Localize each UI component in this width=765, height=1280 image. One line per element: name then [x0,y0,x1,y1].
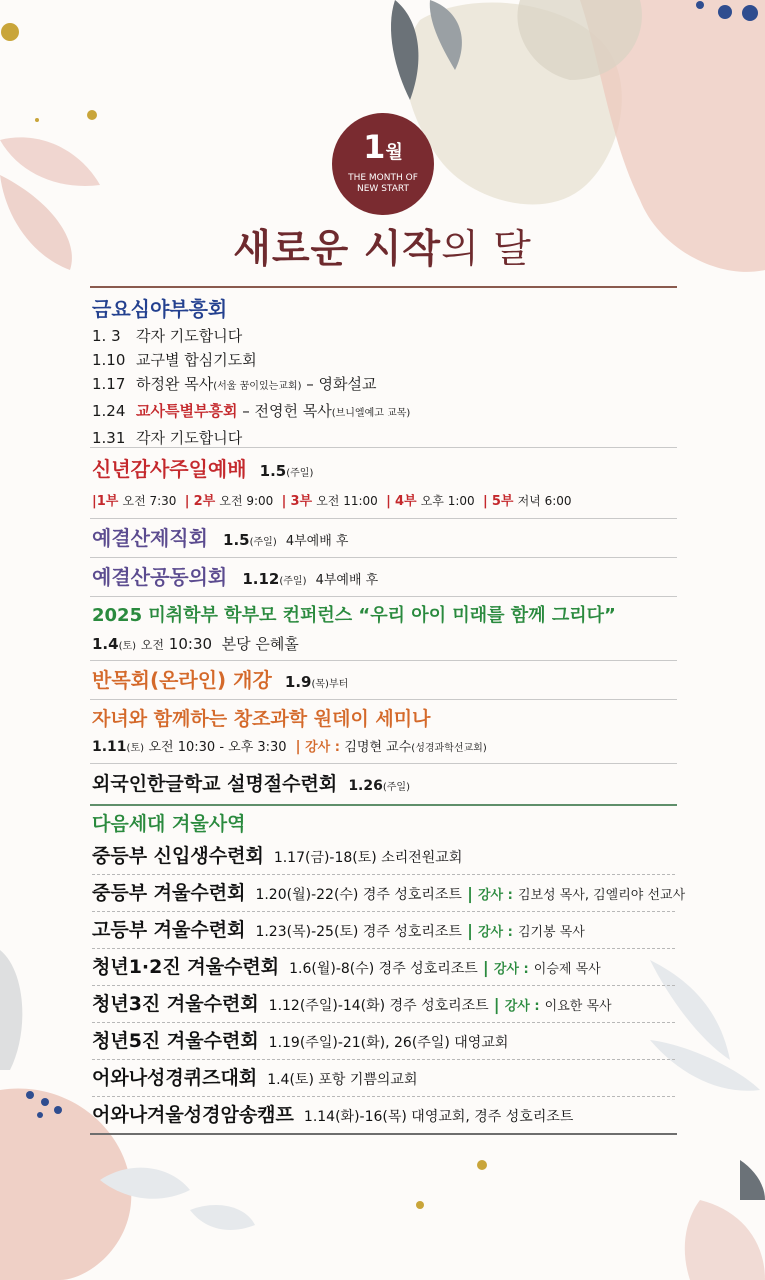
nextgen-item: 청년5진 겨울수련회 1.19(주일)-21(화), 26(주일) 대영교회 [92,1023,675,1060]
badge-line1: THE MONTH OF [348,173,418,183]
banmok-section: 반목회(온라인) 개강 1.9(목)부터 [90,661,677,700]
nextgen-item: 어와나성경퀴즈대회 1.4(토) 포항 기쁨의교회 [92,1060,675,1097]
friday-item-2: 1.10 교구별 합심기도회 [92,351,257,369]
badge-line2: NEW START [357,184,409,194]
nextgen-item: 중등부 신입생수련회 1.17(금)-18(토) 소리전원교회 [92,838,675,875]
month-number: 1 [363,128,386,166]
newyear-heading: 신년감사주일예배 [92,457,247,481]
month-suffix: 월 [385,142,403,163]
nextgen-heading: 다음세대 겨울사역 [92,813,246,835]
nextgen-item: 청년3진 겨울수련회 1.12(주일)-14(화) 경주 성호리조트 | 강사 : 이요한 목사 [92,986,675,1023]
friday-item-3: 1.17 하정완 목사(서울 꿈이있는교회) – 영화설교 [92,375,377,393]
budget-joint-section: 예결산공동의회 1.12(주일) 4부예배 후 [90,558,677,597]
nextgen-list [92,838,686,1133]
conference-section: 2025 미취학부 학부모 컨퍼런스 “우리 아이 미래를 함께 그리다” 1.4(토) 오전 10:30 본당 은혜홀 [90,597,677,661]
schedule-content [90,286,686,1135]
newyear-service-section: 신년감사주일예배 1.5(주일) |1부 오전 7:30 | 2부 오전 9:00 | 3부 오전 11:00 | 4부 오후 1:00 | 5부 저녁 6:00 [90,448,677,519]
newyear-services: |1부 오전 7:30 | 2부 오전 9:00 | 3부 오전 11:00 | 4부 오후 1:00 | 5부 저녁 6:00 [92,494,572,509]
nextgen-item: 중등부 겨울수련회 1.20(월)-22(수) 경주 성호리조트 | 강사 : 김보성 목사, 김엘리야 선교사 [92,875,675,912]
banmok-heading: 반목회(온라인) 개강 [92,668,272,692]
foreign-school-section: 외국인한글학교 설명절수련회 1.26(주일) [90,764,677,806]
title-tail: 의 달 [441,227,532,272]
nextgen-item: 어와나겨울성경암송캠프 1.14(화)-16(목) 대영교회, 경주 성호리조트 [92,1104,574,1126]
budget-staff-heading: 예결산제직회 [92,526,208,550]
nextgen-item: 고등부 겨울수련회 1.23(목)-25(토) 경주 성호리조트 | 강사 : 김기봉 목사 [92,912,675,949]
title-main: 새로운 시작 [233,227,442,272]
friday-revival-section [90,288,677,448]
conference-heading: 2025 미취학부 학부모 컨퍼런스 “우리 아이 미래를 함께 그리다” [92,605,616,626]
newyear-date: 1.5 [259,462,287,480]
foreign-school-heading: 외국인한글학교 설명절수련회 [92,773,338,795]
friday-item-4: 1.24 교사특별부흥회 – 전영헌 목사(브니엘예고 교목) [92,402,411,420]
nextgen-item: 청년1·2진 겨울수련회 1.6(월)-8(수) 경주 성호리조트 | 강사 : 이승제 목사 [92,949,675,986]
seminar-section: 자녀와 함께하는 창조과학 원데이 세미나 1.11(토) 오전 10:30 - 오후 3:30 | 강사 : 김명현 교수(성경과학선교회) [90,700,677,764]
nextgen-section [90,806,686,1135]
friday-item-5: 1.31 각자 기도합니다 [92,429,243,447]
budget-staff-section: 예결산제직회 1.5(주일) 4부예배 후 [90,519,677,558]
budget-joint-heading: 예결산공동의회 [92,565,228,589]
seminar-heading: 자녀와 함께하는 창조과학 원데이 세미나 [92,708,431,730]
friday-heading: 금요심야부흥회 [92,297,228,321]
page-title [0,218,765,274]
month-badge [332,113,434,215]
friday-item-1: 1. 3 각자 기도합니다 [92,327,243,345]
